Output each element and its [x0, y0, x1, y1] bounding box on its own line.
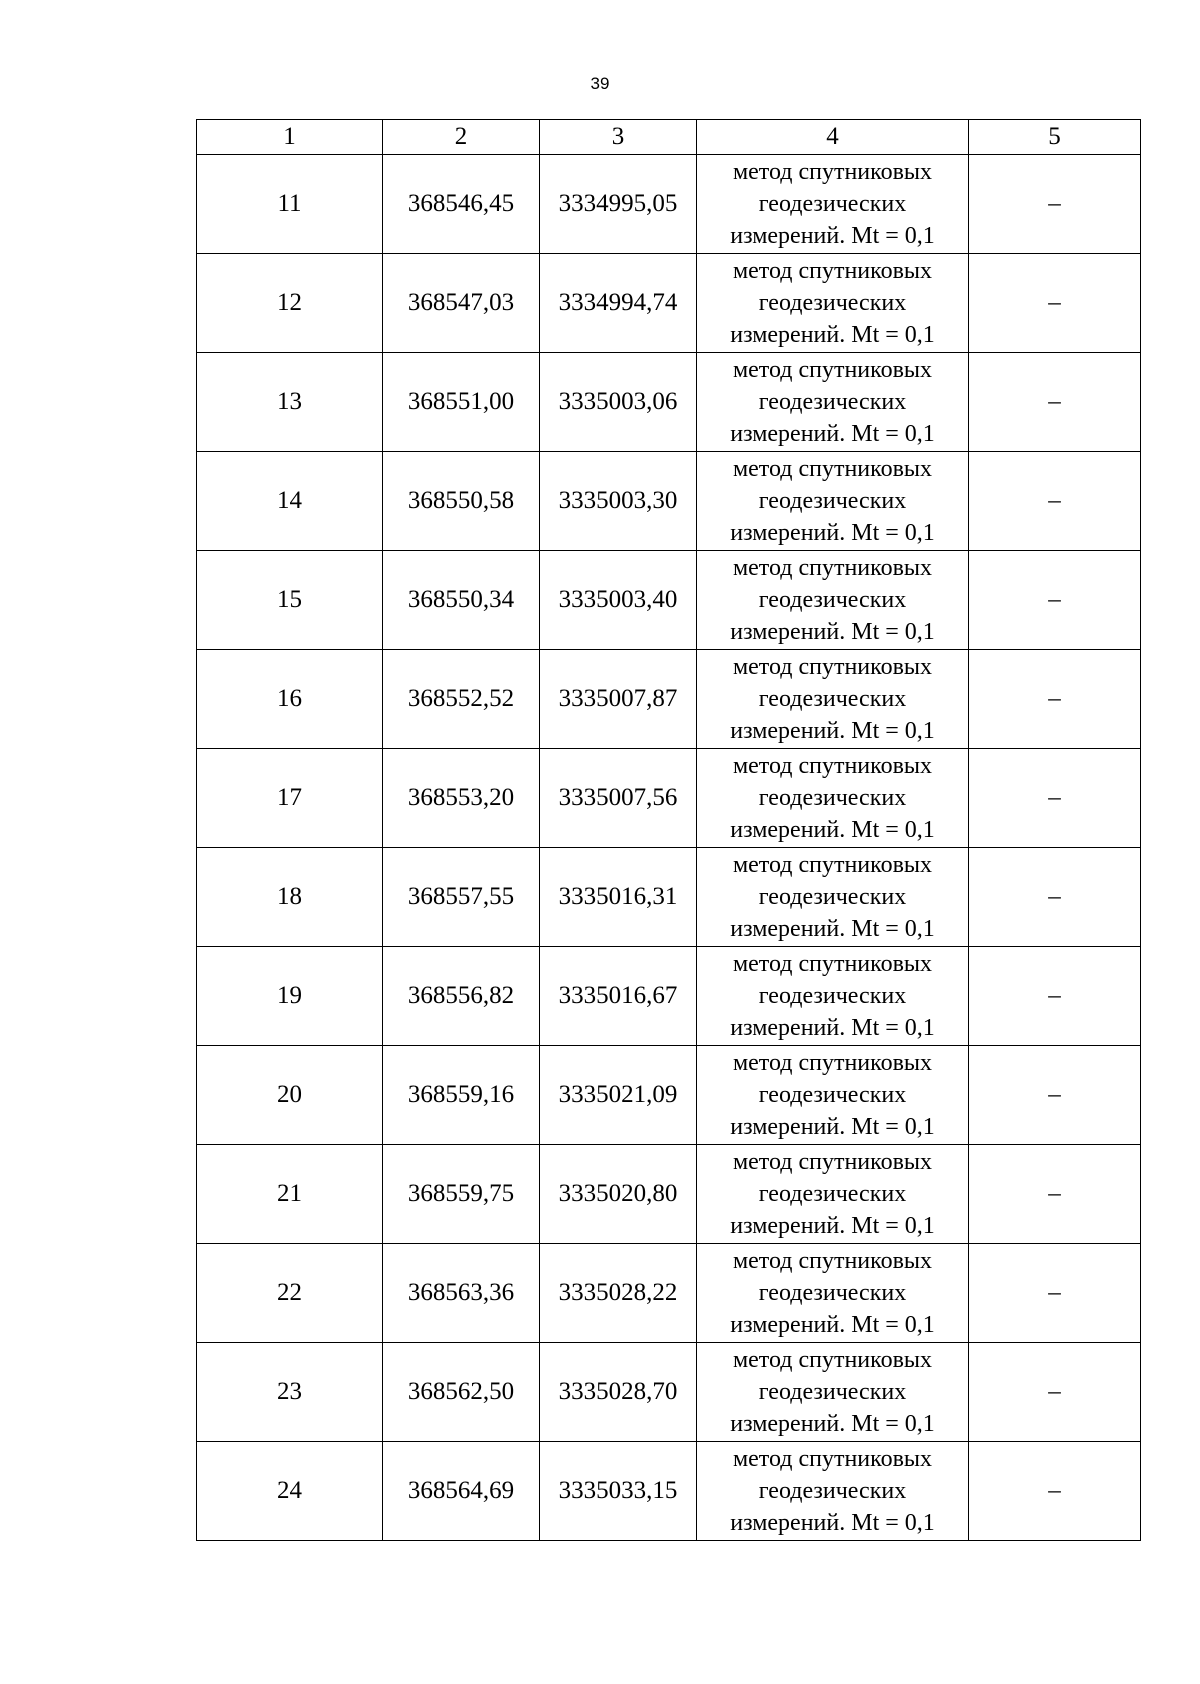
- point-number-cell: 21: [197, 1145, 383, 1244]
- y-coordinate-cell: 3335003,30: [540, 452, 697, 551]
- method-line: метод спутниковых: [732, 1149, 933, 1175]
- method-line: измерений. Mt = 0,1: [730, 1114, 935, 1140]
- point-number-cell: 12: [197, 254, 383, 353]
- y-coordinate-cell: 3335028,22: [540, 1244, 697, 1343]
- column-header-1: 1: [197, 120, 383, 155]
- x-coordinate-cell: 368557,55: [383, 848, 540, 947]
- method-line: метод спутниковых: [732, 357, 933, 383]
- method-cell: [697, 452, 969, 551]
- method-line: метод спутниковых: [732, 1446, 933, 1472]
- note-cell: –: [969, 1145, 1141, 1244]
- y-coordinate-cell: 3335003,06: [540, 353, 697, 452]
- note-cell: –: [969, 848, 1141, 947]
- method-line: измерений. Mt = 0,1: [730, 916, 935, 942]
- note-cell: –: [969, 1046, 1141, 1145]
- note-cell: –: [969, 1442, 1141, 1541]
- method-cell: [697, 1046, 969, 1145]
- table-row: [197, 947, 1141, 1046]
- y-coordinate-cell: 3335021,09: [540, 1046, 697, 1145]
- x-coordinate-cell: 368559,16: [383, 1046, 540, 1145]
- table-row: [197, 848, 1141, 947]
- note-cell: –: [969, 551, 1141, 650]
- method-line: геодезических: [758, 884, 907, 910]
- method-line: геодезических: [758, 1478, 907, 1504]
- method-cell: [697, 1145, 969, 1244]
- y-coordinate-cell: 3335020,80: [540, 1145, 697, 1244]
- method-cell: [697, 749, 969, 848]
- y-coordinate-cell: 3335033,15: [540, 1442, 697, 1541]
- table-row: [197, 1046, 1141, 1145]
- method-line: геодезических: [758, 983, 907, 1009]
- x-coordinate-cell: 368553,20: [383, 749, 540, 848]
- table-row: [197, 1442, 1141, 1541]
- method-line: измерений. Mt = 0,1: [730, 421, 935, 447]
- note-cell: –: [969, 947, 1141, 1046]
- method-line: измерений. Mt = 0,1: [730, 223, 935, 249]
- x-coordinate-cell: 368547,03: [383, 254, 540, 353]
- y-coordinate-cell: 3335003,40: [540, 551, 697, 650]
- method-cell: [697, 947, 969, 1046]
- x-coordinate-cell: 368546,45: [383, 155, 540, 254]
- point-number-cell: 23: [197, 1343, 383, 1442]
- method-line: метод спутниковых: [732, 852, 933, 878]
- method-cell: [697, 551, 969, 650]
- x-coordinate-cell: 368559,75: [383, 1145, 540, 1244]
- note-cell: –: [969, 353, 1141, 452]
- y-coordinate-cell: 3334994,74: [540, 254, 697, 353]
- method-cell: [697, 1343, 969, 1442]
- method-line: метод спутниковых: [732, 159, 933, 185]
- note-cell: –: [969, 749, 1141, 848]
- method-line: измерений. Mt = 0,1: [730, 817, 935, 843]
- point-number-cell: 15: [197, 551, 383, 650]
- method-line: геодезических: [758, 587, 907, 613]
- table-row: [197, 353, 1141, 452]
- point-number-cell: 16: [197, 650, 383, 749]
- method-line: метод спутниковых: [732, 753, 933, 779]
- note-cell: –: [969, 254, 1141, 353]
- method-line: геодезических: [758, 1379, 907, 1405]
- method-cell: [697, 848, 969, 947]
- method-line: метод спутниковых: [732, 1347, 933, 1373]
- method-line: метод спутниковых: [732, 258, 933, 284]
- column-header-3: 3: [540, 120, 697, 155]
- method-line: геодезических: [758, 686, 907, 712]
- method-line: геодезических: [758, 785, 907, 811]
- note-cell: –: [969, 650, 1141, 749]
- y-coordinate-cell: 3335007,56: [540, 749, 697, 848]
- method-cell: [697, 1442, 969, 1541]
- table-body: [197, 155, 1141, 1541]
- method-line: метод спутниковых: [732, 951, 933, 977]
- table-row: [197, 1244, 1141, 1343]
- point-number-cell: 18: [197, 848, 383, 947]
- method-line: измерений. Mt = 0,1: [730, 520, 935, 546]
- table-row: [197, 155, 1141, 254]
- point-number-cell: 24: [197, 1442, 383, 1541]
- method-line: метод спутниковых: [732, 654, 933, 680]
- table-header-row: [197, 120, 1141, 155]
- coordinates-table: [196, 119, 1141, 1541]
- method-line: метод спутниковых: [732, 555, 933, 581]
- table-row: [197, 452, 1141, 551]
- point-number-cell: 14: [197, 452, 383, 551]
- point-number-cell: 17: [197, 749, 383, 848]
- x-coordinate-cell: 368563,36: [383, 1244, 540, 1343]
- method-line: геодезических: [758, 1181, 907, 1207]
- method-line: геодезических: [758, 488, 907, 514]
- method-line: метод спутниковых: [732, 1248, 933, 1274]
- method-line: измерений. Mt = 0,1: [730, 1312, 935, 1338]
- x-coordinate-cell: 368550,58: [383, 452, 540, 551]
- table-row: [197, 650, 1141, 749]
- table-row: [197, 749, 1141, 848]
- column-header-4: 4: [697, 120, 969, 155]
- x-coordinate-cell: 368550,34: [383, 551, 540, 650]
- point-number-cell: 13: [197, 353, 383, 452]
- method-cell: [697, 650, 969, 749]
- method-cell: [697, 155, 969, 254]
- y-coordinate-cell: 3334995,05: [540, 155, 697, 254]
- x-coordinate-cell: 368562,50: [383, 1343, 540, 1442]
- y-coordinate-cell: 3335028,70: [540, 1343, 697, 1442]
- page-number: 39: [590, 74, 610, 93]
- method-cell: [697, 1244, 969, 1343]
- method-line: геодезических: [758, 191, 907, 217]
- method-line: геодезических: [758, 1280, 907, 1306]
- method-line: измерений. Mt = 0,1: [730, 1411, 935, 1437]
- table-row: [197, 1145, 1141, 1244]
- method-cell: [697, 254, 969, 353]
- method-line: измерений. Mt = 0,1: [730, 322, 935, 348]
- x-coordinate-cell: 368556,82: [383, 947, 540, 1046]
- point-number-cell: 22: [197, 1244, 383, 1343]
- x-coordinate-cell: 368552,52: [383, 650, 540, 749]
- note-cell: –: [969, 155, 1141, 254]
- table-row: [197, 1343, 1141, 1442]
- method-cell: [697, 353, 969, 452]
- y-coordinate-cell: 3335016,31: [540, 848, 697, 947]
- note-cell: –: [969, 1343, 1141, 1442]
- x-coordinate-cell: 368564,69: [383, 1442, 540, 1541]
- point-number-cell: 19: [197, 947, 383, 1046]
- method-line: геодезических: [758, 290, 907, 316]
- y-coordinate-cell: 3335016,67: [540, 947, 697, 1046]
- note-cell: –: [969, 1244, 1141, 1343]
- method-line: измерений. Mt = 0,1: [730, 1015, 935, 1041]
- method-line: измерений. Mt = 0,1: [730, 718, 935, 744]
- table-row: [197, 551, 1141, 650]
- point-number-cell: 11: [197, 155, 383, 254]
- method-line: измерений. Mt = 0,1: [730, 1213, 935, 1239]
- method-line: геодезических: [758, 1082, 907, 1108]
- point-number-cell: 20: [197, 1046, 383, 1145]
- method-line: метод спутниковых: [732, 456, 933, 482]
- table-row: [197, 254, 1141, 353]
- method-line: геодезических: [758, 389, 907, 415]
- method-line: метод спутниковых: [732, 1050, 933, 1076]
- x-coordinate-cell: 368551,00: [383, 353, 540, 452]
- column-header-5: 5: [969, 120, 1141, 155]
- note-cell: –: [969, 452, 1141, 551]
- method-line: измерений. Mt = 0,1: [730, 619, 935, 645]
- column-header-2: 2: [383, 120, 540, 155]
- y-coordinate-cell: 3335007,87: [540, 650, 697, 749]
- method-line: измерений. Mt = 0,1: [730, 1510, 935, 1536]
